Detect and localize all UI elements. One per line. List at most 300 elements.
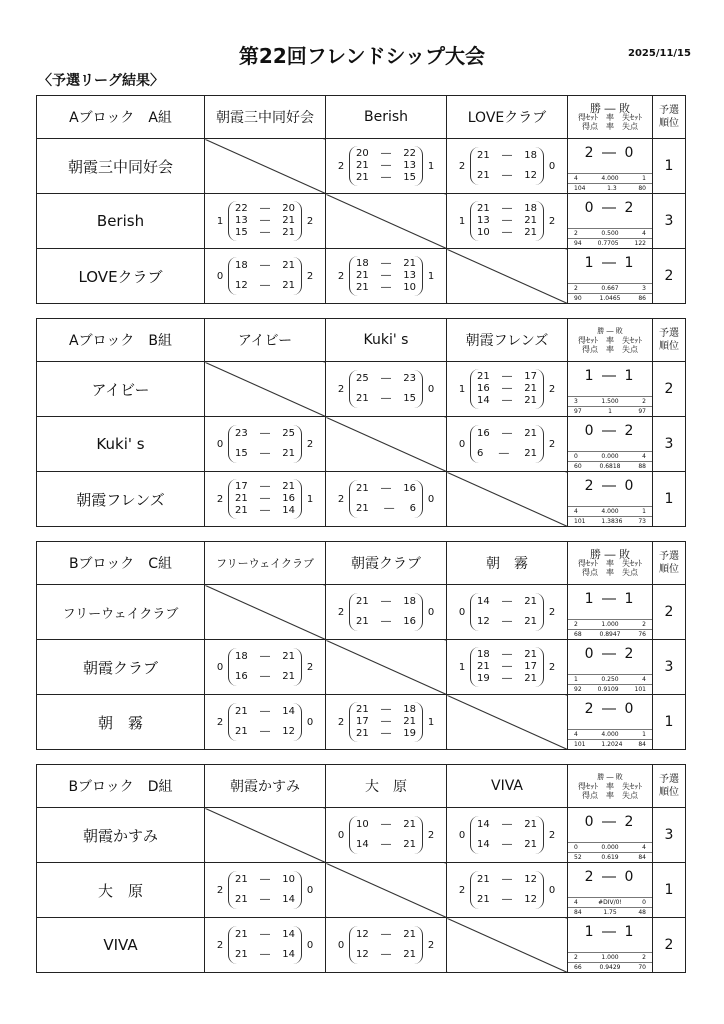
match-result (326, 362, 446, 416)
team-summary (568, 362, 653, 417)
match-result-cell (205, 640, 326, 695)
points-for: 16 (477, 428, 490, 439)
dash-separator: ― (260, 949, 270, 960)
win-loss-record: 0 ― 2 (584, 646, 636, 662)
set-stat: 4.000 (601, 508, 619, 515)
dash-separator: ― (260, 726, 270, 737)
match-result (326, 808, 446, 862)
game-score (356, 616, 416, 628)
match-result (326, 918, 446, 972)
points-against: 21 (282, 448, 295, 459)
rank-header (653, 319, 686, 362)
preliminary-rank: 2 (653, 249, 686, 304)
points-against: 18 (403, 704, 416, 715)
game-score (235, 227, 295, 239)
team-name: 朝霞フレンズ (37, 472, 205, 527)
point-stat: 68 (574, 631, 582, 638)
points-against: 21 (524, 819, 537, 830)
game-score (356, 483, 416, 495)
team-column-header: VIVA (447, 765, 568, 808)
game-score (477, 673, 537, 685)
dash-separator: ― (260, 260, 270, 271)
points-against: 21 (282, 651, 295, 662)
match-result-cell (205, 472, 326, 527)
match-result-cell (447, 194, 568, 249)
points-against: 19 (403, 728, 416, 739)
sets-won: 2 (337, 270, 345, 282)
points-against: 12 (524, 894, 537, 905)
set-stat: 2 (642, 621, 646, 628)
preliminary-rank: 2 (653, 362, 686, 417)
summary-stats (568, 842, 652, 862)
points-against: 14 (282, 505, 295, 516)
match-result-cell (326, 585, 447, 640)
point-stat: 1.0465 (599, 295, 621, 302)
points-against: 18 (524, 150, 537, 161)
sets-won: 0 (216, 661, 224, 673)
team-column-header: フリーウェイクラブ (205, 542, 326, 585)
win-loss-record: 2 ― 0 (584, 869, 636, 885)
points-for: 21 (356, 160, 369, 171)
dash-separator: ― (502, 170, 512, 181)
set-stats (568, 897, 652, 907)
match-result (205, 640, 325, 694)
set-stat: 3 (574, 398, 578, 405)
group-block (36, 318, 686, 527)
set-stat: 1.500 (601, 398, 619, 405)
point-stat: 1.3836 (601, 518, 623, 525)
summary (568, 863, 652, 917)
points-for: 16 (235, 671, 248, 682)
points-against: 21 (524, 448, 537, 459)
sets-won: 2 (216, 884, 224, 896)
point-stats (568, 684, 652, 694)
dash-separator: ― (260, 671, 270, 682)
point-stats (568, 238, 652, 248)
points-against: 14 (282, 949, 295, 960)
summary (568, 695, 652, 749)
dash-separator: ― (502, 395, 512, 406)
rank-header-text: 予選 (659, 774, 679, 785)
summary (568, 139, 652, 193)
set-stat: 1 (574, 676, 578, 683)
preliminary-rank: 2 (653, 918, 686, 973)
match-result (205, 249, 325, 303)
points-against: 21 (282, 215, 295, 226)
points-against: 21 (403, 839, 416, 850)
group-table (36, 95, 686, 304)
group-header-row (37, 319, 686, 362)
team-name: Berish (37, 194, 205, 249)
points-for: 21 (235, 874, 248, 885)
sets-lost: 2 (548, 383, 556, 395)
match-result-cell (447, 585, 568, 640)
points-for: 21 (235, 894, 248, 905)
points-for: 10 (356, 819, 369, 830)
dash-separator: ― (260, 929, 270, 940)
self-match-cell (326, 194, 447, 249)
points-for: 21 (356, 596, 369, 607)
dash-separator: ― (502, 215, 512, 226)
set-stats (568, 506, 652, 516)
sets-won: 2 (337, 493, 345, 505)
points-for: 18 (235, 260, 248, 271)
self-match-cell (205, 585, 326, 640)
point-stats (568, 907, 652, 917)
win-loss-record: 0 ― 2 (584, 814, 636, 830)
dash-separator: ― (381, 716, 391, 727)
preliminary-rank: 3 (653, 640, 686, 695)
points-against: 20 (282, 203, 295, 214)
dash-separator: ― (502, 661, 512, 672)
match-result (447, 640, 567, 694)
points-for: 21 (356, 270, 369, 281)
win-loss-record: 1 ― 1 (584, 591, 636, 607)
game-score (477, 395, 537, 407)
set-stat: 0.000 (601, 844, 619, 851)
dash-separator: ― (502, 203, 512, 214)
game-score (477, 371, 537, 383)
points-for: 21 (235, 949, 248, 960)
summary-header-sets: 得ｾｯﾄ 率 失ｾｯﾄ (578, 335, 642, 345)
points-against: 21 (524, 616, 537, 627)
team-name: 朝 霧 (37, 695, 205, 750)
sets-won: 2 (216, 939, 224, 951)
game-score (356, 949, 416, 961)
set-stats (568, 729, 652, 739)
set-stat: 0.000 (601, 453, 619, 460)
dash-separator: ― (502, 874, 512, 885)
win-loss-record: 2 ― 0 (584, 478, 636, 494)
dash-separator: ― (260, 874, 270, 885)
points-for: 21 (477, 661, 490, 672)
team-summary (568, 194, 653, 249)
sets-lost: 0 (306, 884, 314, 896)
game-score (235, 505, 295, 517)
points-for: 21 (235, 493, 248, 504)
self-match-cell (447, 249, 568, 304)
match-result (205, 695, 325, 749)
set-stat: 0.667 (601, 285, 619, 292)
match-result (447, 417, 567, 471)
game-score (477, 150, 537, 162)
sets-lost: 0 (306, 939, 314, 951)
set-stats (568, 674, 652, 684)
points-for: 21 (356, 282, 369, 293)
points-against: 21 (524, 383, 537, 394)
team-row (37, 472, 686, 527)
preliminary-rank: 3 (653, 194, 686, 249)
rank-header-text: 予選 (659, 105, 679, 116)
game-score (235, 280, 295, 292)
summary-header-wl: 勝 ― 敗 (590, 101, 630, 115)
point-stat: 0.9109 (597, 686, 619, 693)
points-against: 10 (403, 282, 416, 293)
sets-lost: 2 (427, 939, 435, 951)
points-against: 17 (524, 661, 537, 672)
preliminary-rank: 1 (653, 863, 686, 918)
dash-separator: ― (381, 282, 391, 293)
points-against: 16 (282, 493, 295, 504)
game-score (477, 203, 537, 215)
dash-separator: ― (260, 481, 270, 492)
team-summary (568, 918, 653, 973)
team-summary (568, 863, 653, 918)
sets-won: 2 (458, 160, 466, 172)
match-result-cell (447, 863, 568, 918)
points-against: 12 (524, 170, 537, 181)
points-for: 14 (356, 839, 369, 850)
sets-lost: 2 (548, 438, 556, 450)
team-name: 大 原 (37, 863, 205, 918)
team-column-header: アイビー (205, 319, 326, 362)
point-stat: 97 (574, 408, 582, 415)
sets-lost: 2 (548, 215, 556, 227)
points-for: 20 (356, 148, 369, 159)
game-score (235, 949, 295, 961)
game-score (356, 172, 416, 184)
points-for: 13 (477, 215, 490, 226)
dash-separator: ― (502, 371, 512, 382)
sets-lost: 0 (306, 716, 314, 728)
win-loss-record: 0 ― 2 (584, 423, 636, 439)
team-column-header: 朝霞三中同好会 (205, 96, 326, 139)
points-against: 15 (403, 393, 416, 404)
team-column-header: 朝霞クラブ (326, 542, 447, 585)
points-for: 14 (477, 395, 490, 406)
group-label: Bブロック D組 (37, 765, 205, 808)
group-block (36, 95, 686, 304)
match-result-cell (205, 417, 326, 472)
summary-stats (568, 451, 652, 471)
dash-separator: ― (260, 505, 270, 516)
team-row (37, 863, 686, 918)
points-for: 21 (356, 616, 369, 627)
set-stats (568, 451, 652, 461)
points-for: 21 (356, 393, 369, 404)
set-stat: 0 (574, 844, 578, 851)
team-column-header: Kuki' s (326, 319, 447, 362)
summary-header-points: 得点 率 失点 (582, 790, 638, 800)
sets-won: 0 (337, 939, 345, 951)
dash-separator: ― (502, 839, 512, 850)
dash-separator: ― (260, 493, 270, 504)
points-for: 21 (235, 726, 248, 737)
team-row (37, 808, 686, 863)
set-stat: 3 (642, 285, 646, 292)
game-score (477, 839, 537, 851)
dash-separator: ― (502, 227, 512, 238)
sets-won: 2 (216, 493, 224, 505)
match-result (447, 139, 567, 193)
points-against: 21 (524, 428, 537, 439)
points-against: 21 (403, 929, 416, 940)
set-stat: 4 (642, 230, 646, 237)
match-result-cell (326, 695, 447, 750)
points-for: 18 (477, 649, 490, 660)
point-stats (568, 852, 652, 862)
sets-lost: 2 (548, 661, 556, 673)
summary-stats (568, 506, 652, 526)
summary (568, 194, 652, 248)
team-row (37, 640, 686, 695)
dash-separator: ― (502, 616, 512, 627)
dash-separator: ― (260, 215, 270, 226)
points-for: 18 (235, 651, 248, 662)
points-against: 21 (524, 227, 537, 238)
set-stat: 4.000 (601, 175, 619, 182)
points-against: 21 (282, 280, 295, 291)
self-match-cell (326, 417, 447, 472)
game-scores (470, 871, 544, 909)
game-score (477, 874, 537, 886)
dash-separator: ― (502, 894, 512, 905)
point-stat: 70 (638, 964, 646, 971)
dash-separator: ― (260, 227, 270, 238)
sets-won: 0 (337, 829, 345, 841)
point-stat: 101 (574, 518, 586, 525)
win-loss-record: 1 ― 1 (584, 255, 636, 271)
team-name: LOVEクラブ (37, 249, 205, 304)
points-against: 21 (282, 227, 295, 238)
points-against: 10 (282, 874, 295, 885)
point-stats (568, 406, 652, 416)
points-for: 14 (477, 839, 490, 850)
win-loss-record: 2 ― 0 (584, 701, 636, 717)
match-result (205, 863, 325, 917)
points-against: 21 (524, 839, 537, 850)
game-scores (228, 257, 302, 295)
sets-lost: 1 (427, 716, 435, 728)
group-table (36, 541, 686, 750)
game-score (356, 282, 416, 294)
win-loss-record: 1 ― 1 (584, 924, 636, 940)
point-stat: 60 (574, 463, 582, 470)
point-stat: 1.2024 (601, 741, 623, 748)
point-stat: 84 (638, 741, 646, 748)
rank-header (653, 542, 686, 585)
game-scores (349, 816, 423, 854)
match-result-cell (326, 249, 447, 304)
match-result-cell (447, 362, 568, 417)
points-for: 21 (477, 203, 490, 214)
game-score (235, 493, 295, 505)
game-score (356, 728, 416, 740)
dash-separator: ― (502, 596, 512, 607)
group-label: Aブロック B組 (37, 319, 205, 362)
match-result-cell (447, 808, 568, 863)
points-for: 12 (356, 929, 369, 940)
points-against: 25 (282, 428, 295, 439)
point-stat: 76 (638, 631, 646, 638)
points-against: 21 (282, 671, 295, 682)
summary-header-sets: 得ｾｯﾄ 率 失ｾｯﾄ (578, 558, 642, 568)
points-for: 21 (356, 172, 369, 183)
team-summary (568, 139, 653, 194)
points-against: 21 (524, 649, 537, 660)
set-stat: 1.000 (601, 954, 619, 961)
self-match-cell (205, 139, 326, 194)
rank-header-text: 予選 (659, 551, 679, 562)
dash-separator: ― (381, 616, 391, 627)
game-scores (228, 871, 302, 909)
dash-separator: ― (381, 929, 391, 940)
sets-lost: 0 (548, 160, 556, 172)
point-stat: 104 (574, 185, 586, 192)
summary-header-wl: 勝 ― 敗 (597, 772, 623, 781)
game-scores (349, 146, 423, 186)
game-scores (228, 926, 302, 964)
game-score (477, 448, 537, 460)
game-score (356, 393, 416, 405)
rank-header-text: 順位 (659, 118, 679, 129)
rank-header-text: 順位 (659, 787, 679, 798)
game-scores (470, 369, 544, 409)
summary-stats (568, 396, 652, 416)
match-result (447, 362, 567, 416)
summary-stats (568, 228, 652, 248)
game-scores (349, 480, 423, 518)
game-score (477, 170, 537, 182)
game-score (356, 258, 416, 270)
dash-separator: ― (260, 706, 270, 717)
set-stat: 2 (574, 621, 578, 628)
summary-stats (568, 729, 652, 749)
points-for: 15 (235, 448, 248, 459)
team-summary (568, 808, 653, 863)
preliminary-rank: 1 (653, 695, 686, 750)
points-against: 21 (403, 949, 416, 960)
preliminary-rank: 3 (653, 417, 686, 472)
points-against: 12 (524, 874, 537, 885)
team-row (37, 249, 686, 304)
self-match-cell (326, 640, 447, 695)
points-against: 13 (403, 270, 416, 281)
preliminary-rank: 1 (653, 472, 686, 527)
sets-lost: 2 (548, 829, 556, 841)
dash-separator: ― (502, 819, 512, 830)
team-summary (568, 472, 653, 527)
game-score (477, 383, 537, 395)
points-for: 17 (235, 481, 248, 492)
match-result (326, 249, 446, 303)
point-stat: 0.619 (601, 854, 619, 861)
summary (568, 472, 652, 526)
sets-won: 0 (458, 829, 466, 841)
summary (568, 249, 652, 303)
game-scores (228, 425, 302, 463)
game-score (235, 874, 295, 886)
team-row (37, 139, 686, 194)
points-against: 21 (524, 395, 537, 406)
point-stats (568, 962, 652, 972)
sets-won: 1 (458, 383, 466, 395)
team-row (37, 918, 686, 973)
dash-separator: ― (384, 503, 395, 514)
set-stat: 0 (642, 899, 646, 906)
set-stat: 4 (642, 453, 646, 460)
points-against: 12 (282, 726, 295, 737)
team-row (37, 417, 686, 472)
set-stat: 1 (642, 175, 646, 182)
dash-separator: ― (381, 148, 391, 159)
game-score (356, 503, 416, 515)
points-for: 21 (356, 704, 369, 715)
dash-separator: ― (381, 819, 391, 830)
set-stats (568, 952, 652, 962)
point-stats (568, 739, 652, 749)
game-scores (470, 147, 544, 185)
